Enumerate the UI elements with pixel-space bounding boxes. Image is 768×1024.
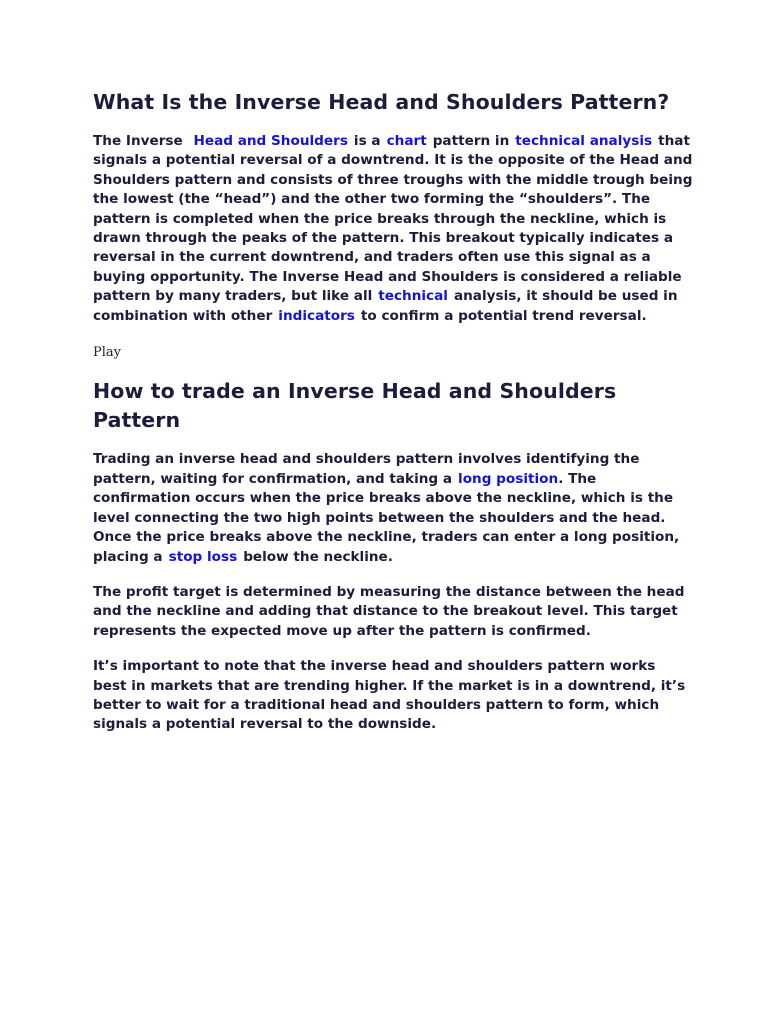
text-fragment: to confirm a potential trend reversal. bbox=[360, 307, 647, 324]
link-technical-analysis[interactable]: technical analysis bbox=[515, 133, 653, 149]
link-head-and-shoulders[interactable]: Head and Shoulders bbox=[193, 133, 348, 149]
link-long-position[interactable]: long position bbox=[458, 470, 559, 487]
text-fragment: pattern in bbox=[432, 133, 510, 149]
profit-target-paragraph: The profit target is determined by measuring the distance between the head and the neckline and adding that distance to the breakout level. This target represents the expected move up after the pattern is confirmed. bbox=[93, 583, 685, 639]
text-fragment: The Inverse bbox=[93, 133, 183, 149]
text-fragment: below the neckline. bbox=[243, 548, 393, 565]
link-technical[interactable]: technical bbox=[378, 288, 448, 305]
intro-paragraph bbox=[93, 132, 693, 326]
text-fragment: Trading an inverse head and shoulders pattern involves identifying the pattern, waiting for confirmation, and taking a bbox=[93, 451, 640, 487]
text-fragment: that signals a potential reversal of a downtrend. It is the opposite of the Head and Shoulders pattern and consists of three troughs with the middle trough being the lowest (the “head”) and the other two forming the “shoulders”. The pattern is completed when the price breaks through the neckline, which is drawn through the peaks of the pattern. This breakout typically indicates a reversal in the current downtrend, and traders often use this signal as a buying opportunity. The Inverse Head and Shoulders is considered a reliable pattern by many traders, but like all bbox=[93, 133, 693, 305]
link-chart[interactable]: chart bbox=[386, 133, 427, 149]
text-fragment: analysis, it should be used in combination with other bbox=[93, 288, 678, 324]
link-indicators[interactable]: indicators bbox=[278, 307, 355, 324]
play-label[interactable]: Play bbox=[93, 345, 121, 361]
article bbox=[93, 88, 693, 735]
important-note-paragraph: It’s important to note that the inverse head and shoulders pattern works best in markets that are trending higher. If the market is in a downtrend, it’s better to wait for a traditional head and shoulders pattern to form, which signals a potential reversal to the downside. bbox=[93, 658, 686, 733]
text-fragment: is a bbox=[353, 133, 381, 149]
text-fragment: . The confirmation occurs when the price breaks above the neckline, which is the level connecting the two high points between the shoulders and the head. Once the price breaks above the neckline, traders can enter a long position, placing a bbox=[93, 470, 680, 565]
section-heading-what-is: What Is the Inverse Head and Shoulders Pattern? bbox=[93, 90, 670, 114]
section-heading-how-to-trade: How to trade an Inverse Head and Shoulders Pattern bbox=[93, 379, 617, 433]
trading-paragraph bbox=[93, 450, 693, 566]
link-stop-loss[interactable]: stop loss bbox=[168, 548, 238, 565]
